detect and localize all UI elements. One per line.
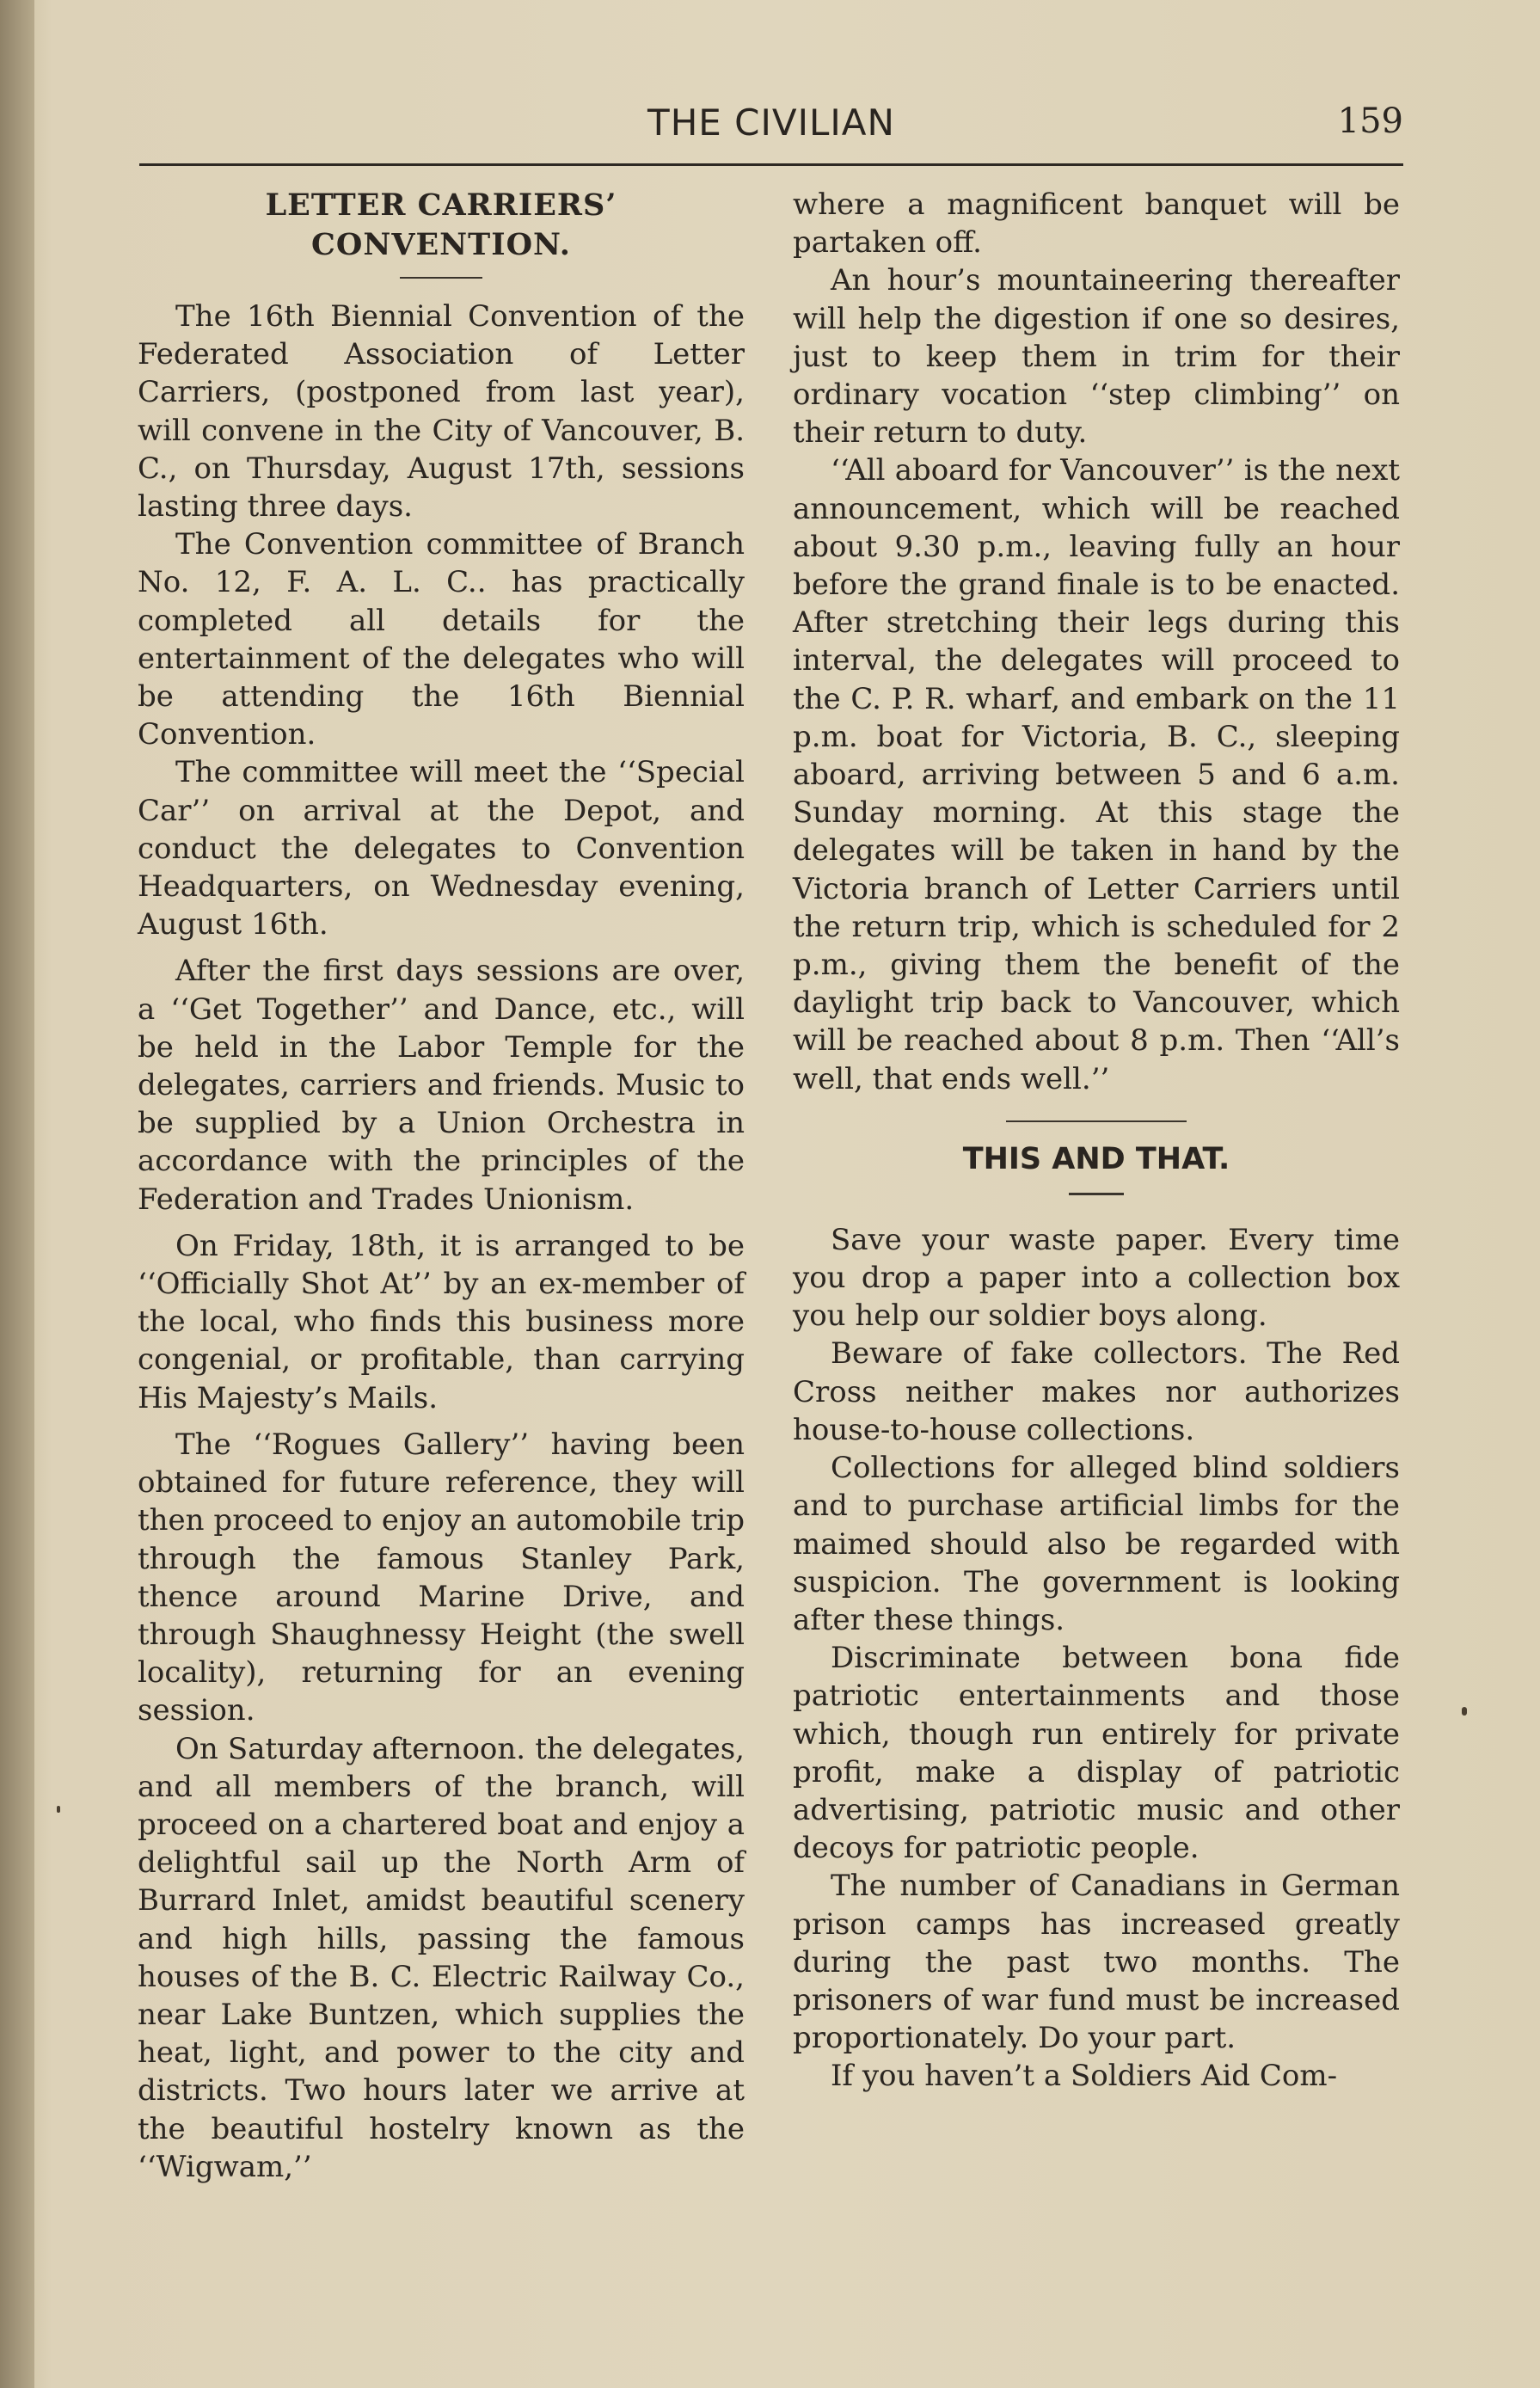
article-paragraph: The committee will meet the ‘‘Special Car’’ on arrival at the Depot, and conduct the delegates to Convention Headquarters, on Wednesday evening, August 16th. bbox=[138, 755, 745, 942]
publication-title: THE CIVILIAN bbox=[647, 101, 895, 144]
article-paragraph: The 16th Biennial Convention of the Federated Association of Letter Carriers, (postponed from last year), will convene in the City of Vancouver, B. C., on Thursday, August 17th, sessions lasting three days. bbox=[138, 299, 745, 525]
section-paragraph: Save your waste paper. Every time you drop a paper into a collection box you help our soldier boys along. bbox=[793, 1222, 1400, 1334]
section-divider bbox=[1006, 1120, 1187, 1122]
page-number: 159 bbox=[1337, 101, 1403, 141]
section-paragraph: Beware of fake collectors. The Red Cross neither makes nor authorizes house-to-house collections. bbox=[793, 1336, 1400, 1447]
article-paragraph: On Saturday afternoon. the delegates, and all members of the branch, will proceed on a chartered boat and enjoy a delightful sail up the North Arm of Burrard Inlet, amidst beautiful scenery and high hills, passing the famous houses of the B. C. Electric Railway Co., near Lake Buntzen, which supplies the heat, light, and power to the city and districts. Two hours later we arrive at the beautiful hostelry known as the ‘‘Wigwam,’’ bbox=[138, 1731, 745, 2184]
section-paragraph: If you haven’t a Soldiers Aid Com- bbox=[831, 2059, 1338, 2094]
ink-speck bbox=[1462, 1707, 1467, 1716]
left-column bbox=[138, 186, 745, 2186]
running-head bbox=[139, 101, 1403, 150]
article-paragraph: The ‘‘Rogues Gallery’’ having been obtained for future reference, they will then proceed to enjoy an automobile trip through the famous Stanley Park, thence around Marine Drive, and through Shaughnessy Height (the swell locality), returning for an evening session. bbox=[138, 1427, 745, 1728]
right-column bbox=[793, 186, 1400, 2096]
section-headline: THIS AND THAT. bbox=[962, 1141, 1230, 1176]
ink-speck bbox=[57, 1806, 60, 1813]
article-paragraph: The Convention committee of Branch No. 12, F. A. L. C.. has practically completed all details for the entertainment of the delegates who will be attending the 16th Biennial Convention. bbox=[138, 527, 745, 752]
article-paragraph: ‘‘All aboard for Vancouver’’ is the next announcement, which will be reached about 9.30 p.m., leaving fully an hour before the grand finale is to be enacted. After stretching their legs during this interval, the delegates will proceed to the C. P. R. wharf, and embark on the 11 p.m. boat for Victoria, B. C., sleeping aboard, arriving between 5 and 6 a.m. Sunday morning. At this stage the delegates will be taken in hand by the Victoria branch of Letter Carriers until the return trip, which is scheduled for 2 p.m., giving them the benefit of the daylight trip back to Vancouver, which will be reached about 8 p.m. Then ‘‘All’s well, that ends well.’’ bbox=[793, 453, 1400, 1096]
article-headline: LETTER CARRIERS’ CONVENTION. bbox=[265, 187, 617, 262]
article-paragraph: An hour’s mountaineering thereafter will help the digestion if one so desires, just to keep them in trim for their ordinary vocation ‘‘step climbing’’ on their return to duty. bbox=[793, 263, 1400, 451]
article-paragraph-continued: where a magnificent banquet will be partaken off. bbox=[793, 187, 1400, 261]
article-paragraph: After the first days sessions are over, a ‘‘Get Together’’ and Dance, etc., will be held in the Labor Temple for the delegates, carriers and friends. Music to be supplied by a Union Orchestra in accordance with the principles of the Federation and Trades Unionism. bbox=[138, 954, 745, 1217]
section-title-rule bbox=[1069, 1193, 1124, 1195]
article-paragraph: On Friday, 18th, it is arranged to be ‘‘Officially Shot At’’ by an ex-member of the local, who finds this business more congenial, or profitable, than carrying His Majesty’s Mails. bbox=[138, 1228, 745, 1415]
section-paragraph: Discriminate between bona fide patriotic entertainments and those which, though run entirely for private profit, make a display of patriotic advertising, patriotic music and other decoys for patriotic people. bbox=[793, 1641, 1400, 1866]
header-rule bbox=[139, 163, 1403, 166]
section-paragraph: The number of Canadians in German prison camps has increased greatly during the past two months. The prisoners of war fund must be increased proportionately. Do your part. bbox=[793, 1869, 1400, 2056]
headline-rule bbox=[400, 277, 482, 279]
section-paragraph: Collections for alleged blind soldiers and to purchase artificial limbs for the maimed should also be regarded with suspicion. The government is looking after these things. bbox=[793, 1451, 1400, 1637]
binding-edge bbox=[0, 0, 34, 2388]
